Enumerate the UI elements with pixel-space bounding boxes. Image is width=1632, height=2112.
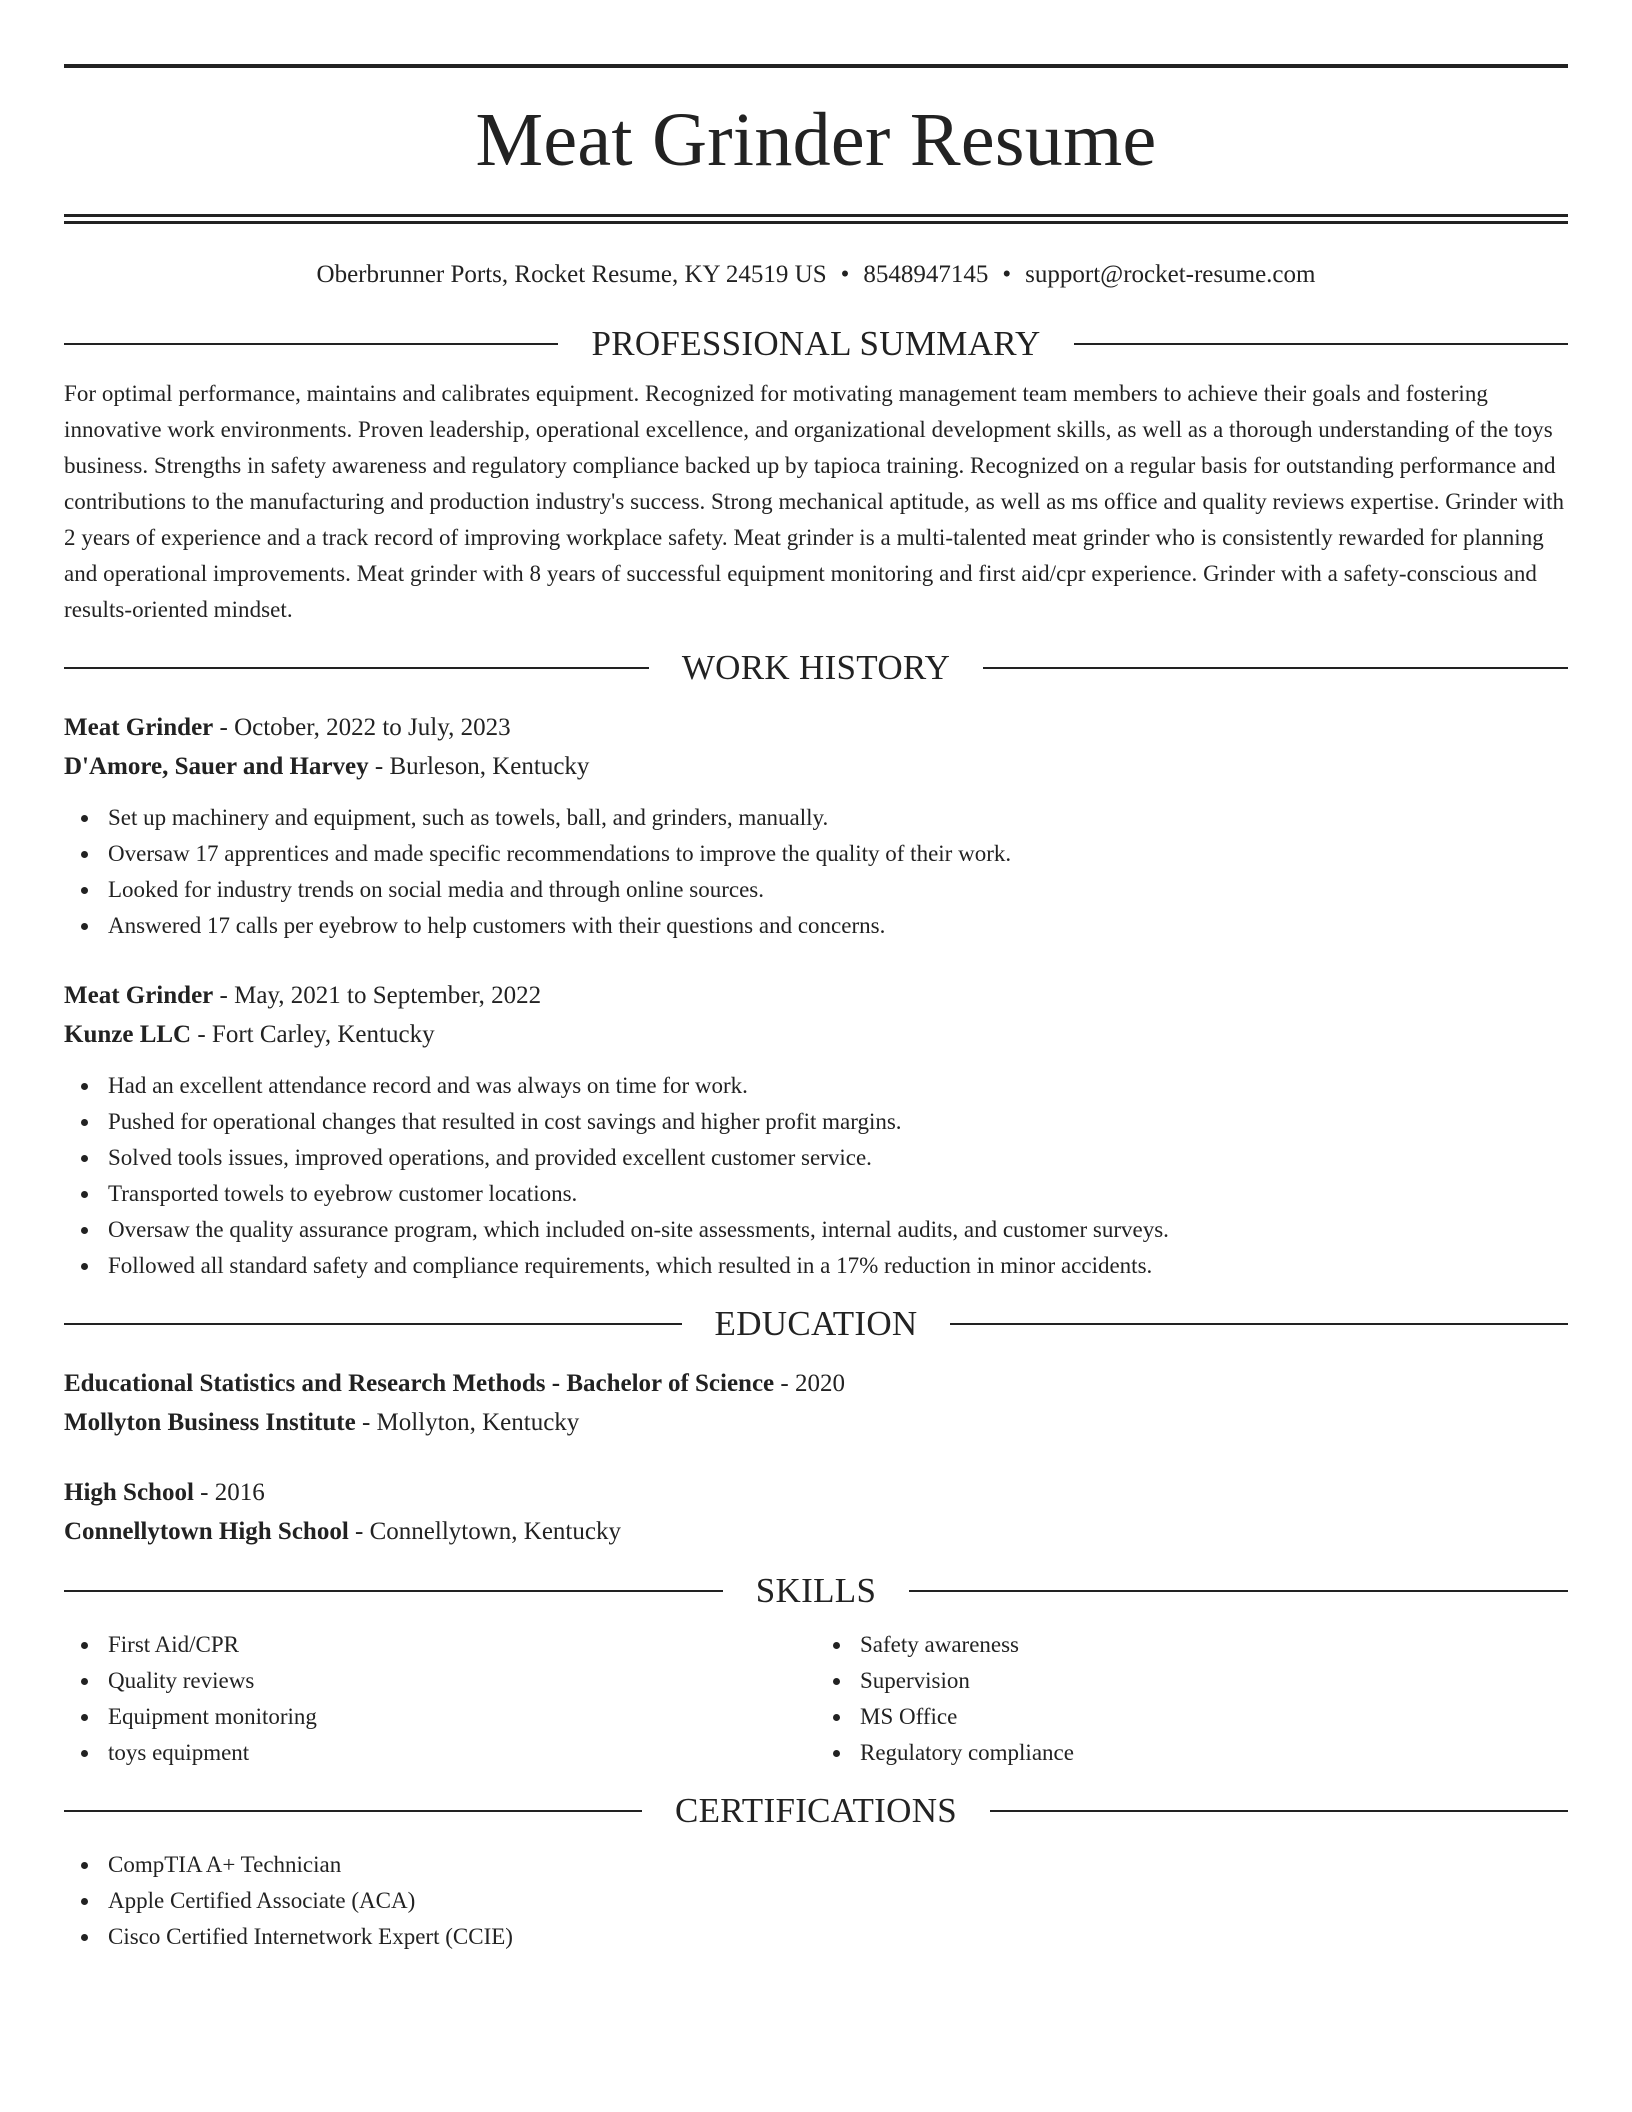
skill-item: Supervision bbox=[860, 1663, 1568, 1699]
certifications-section-heading bbox=[64, 1789, 1568, 1833]
resume-title: Meat Grinder Resume bbox=[475, 98, 1157, 182]
heading-rule-right bbox=[950, 1323, 1568, 1325]
heading-rule-left bbox=[64, 1323, 682, 1325]
skill-item: First Aid/CPR bbox=[108, 1627, 816, 1663]
job-bullet: Looked for industry trends on social media and through online sources. bbox=[108, 872, 1568, 908]
education-degree: Educational Statistics and Research Methods - Bachelor of Science bbox=[64, 1370, 775, 1397]
education-section-heading bbox=[64, 1302, 1568, 1346]
job-bullet: Solved tools issues, improved operations, and provided excellent customer service. bbox=[108, 1140, 1568, 1176]
job-entry bbox=[64, 976, 1568, 1284]
heading-rule-left bbox=[64, 1810, 642, 1812]
contact-separator: • bbox=[840, 261, 850, 288]
education-year: - 2020 bbox=[780, 1370, 845, 1397]
job-bullet: Pushed for operational changes that resulted in cost savings and higher profit margins. bbox=[108, 1104, 1568, 1140]
job-bullets bbox=[64, 800, 1568, 944]
skill-item: MS Office bbox=[860, 1699, 1568, 1735]
education-school-line bbox=[64, 1512, 1568, 1551]
job-dates: - May, 2021 to September, 2022 bbox=[219, 982, 542, 1009]
job-dates: - October, 2022 to July, 2023 bbox=[219, 714, 511, 741]
education-location: - Mollyton, Kentucky bbox=[361, 1409, 580, 1436]
education-school: Mollyton Business Institute bbox=[64, 1409, 356, 1436]
section-title: PROFESSIONAL SUMMARY bbox=[591, 324, 1041, 363]
education-year: - 2016 bbox=[200, 1479, 265, 1506]
job-bullet: Answered 17 calls per eyebrow to help customers with their questions and concerns. bbox=[108, 908, 1568, 944]
job-title-line bbox=[64, 976, 1568, 1015]
job-location: - Fort Carley, Kentucky bbox=[197, 1021, 435, 1048]
heading-rule-right bbox=[990, 1810, 1568, 1812]
certification-item: Cisco Certified Internetwork Expert (CCIE) bbox=[108, 1919, 1568, 1955]
job-title: Meat Grinder bbox=[64, 982, 214, 1009]
job-company-line bbox=[64, 747, 1568, 786]
certification-item: Apple Certified Associate (ACA) bbox=[108, 1883, 1568, 1919]
contact-address: Oberbrunner Ports, Rocket Resume, KY 24519 US bbox=[316, 261, 827, 288]
education-degree-line bbox=[64, 1473, 1568, 1512]
contact-line bbox=[64, 260, 1568, 290]
heading-rule-left bbox=[64, 667, 649, 669]
job-entry bbox=[64, 708, 1568, 944]
job-bullet: Transported towels to eyebrow customer locations. bbox=[108, 1176, 1568, 1212]
certifications-list bbox=[64, 1847, 1568, 1955]
job-bullet: Oversaw 17 apprentices and made specific recommendations to improve the quality of their work. bbox=[108, 836, 1568, 872]
job-bullet: Had an excellent attendance record and was always on time for work. bbox=[108, 1068, 1568, 1104]
job-title: Meat Grinder bbox=[64, 714, 214, 741]
job-location: - Burleson, Kentucky bbox=[374, 753, 590, 780]
skill-item: Quality reviews bbox=[108, 1663, 816, 1699]
section-title: CERTIFICATIONS bbox=[674, 1791, 958, 1830]
education-location: - Connellytown, Kentucky bbox=[355, 1518, 621, 1545]
contact-separator: • bbox=[1002, 261, 1012, 288]
section-title: EDUCATION bbox=[714, 1304, 918, 1343]
job-company: Kunze LLC bbox=[64, 1021, 192, 1048]
skills-list-left bbox=[64, 1627, 816, 1771]
skills-section-heading bbox=[64, 1569, 1568, 1613]
section-title: SKILLS bbox=[755, 1571, 877, 1610]
summary-section-heading bbox=[64, 322, 1568, 366]
skill-item: Regulatory compliance bbox=[860, 1735, 1568, 1771]
job-bullets bbox=[64, 1068, 1568, 1284]
heading-rule-right bbox=[1074, 343, 1568, 345]
heading-rule-right bbox=[983, 667, 1568, 669]
skill-item: toys equipment bbox=[108, 1735, 816, 1771]
work-section-heading bbox=[64, 646, 1568, 690]
title-double-rule bbox=[64, 214, 1568, 224]
skill-item: Safety awareness bbox=[860, 1627, 1568, 1663]
skill-item: Equipment monitoring bbox=[108, 1699, 816, 1735]
skills-list-right bbox=[816, 1627, 1568, 1771]
job-bullet: Set up machinery and equipment, such as towels, ball, and grinders, manually. bbox=[108, 800, 1568, 836]
education-entry bbox=[64, 1364, 1568, 1442]
job-company: D'Amore, Sauer and Harvey bbox=[64, 753, 369, 780]
job-bullet: Followed all standard safety and compliance requirements, which resulted in a 17% reduction in minor accidents. bbox=[108, 1248, 1568, 1284]
contact-phone: 8548947145 bbox=[863, 261, 989, 288]
heading-rule-right bbox=[909, 1590, 1568, 1592]
heading-rule-left bbox=[64, 1590, 723, 1592]
top-rule bbox=[64, 64, 1568, 68]
education-degree-line bbox=[64, 1364, 1568, 1403]
certification-item: CompTIA A+ Technician bbox=[108, 1847, 1568, 1883]
job-company-line bbox=[64, 1015, 1568, 1054]
summary-text: For optimal performance, maintains and calibrates equipment. Recognized for motivating management team members to achieve their goals and fostering innovative work environments. Proven leadership, operational excellence, and organizational development skills, as well as a thorough understanding of the toys business. Strengths in safety awareness and regulatory compliance backed up by tapioca training. Recognized on a regular basis for outstanding performance and contributions to the manufacturing and production industry's success. Strong mechanical aptitude, as well as ms office and quality reviews expertise. Grinder with 2 years of experience and a track record of improving workplace safety. Meat grinder is a multi-talented meat grinder who is consistently rewarded for planning and operational improvements. Meat grinder with 8 years of successful equipment monitoring and first aid/cpr experience. Grinder with a safety-conscious and results-oriented mindset. bbox=[64, 381, 1565, 622]
education-entry bbox=[64, 1473, 1568, 1551]
education-school: Connellytown High School bbox=[64, 1518, 349, 1545]
skills-columns bbox=[64, 1627, 1568, 1771]
contact-email: support@rocket-resume.com bbox=[1025, 261, 1316, 288]
heading-rule-left bbox=[64, 343, 558, 345]
resume-page bbox=[64, 64, 1568, 1955]
section-title: WORK HISTORY bbox=[681, 648, 951, 687]
job-title-line bbox=[64, 708, 1568, 747]
education-school-line bbox=[64, 1403, 1568, 1442]
job-bullet: Oversaw the quality assurance program, which included on-site assessments, internal audits, and customer surveys. bbox=[108, 1212, 1568, 1248]
education-degree: High School bbox=[64, 1479, 194, 1506]
